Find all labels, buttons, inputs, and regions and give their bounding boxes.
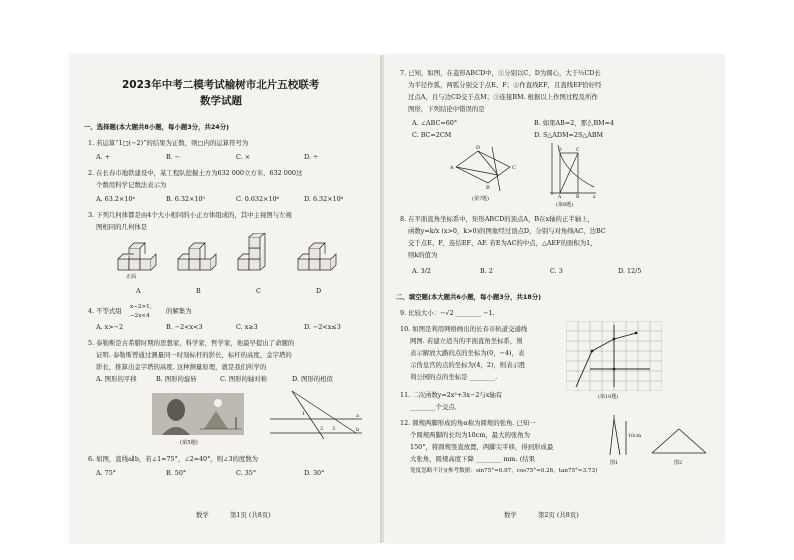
q6-stem: 6. 如图，直线a∥b，若∠1=75°，∠2=40°，则∠3的度数为 [88,455,259,463]
q5-option-a: A. 图形的平移 [96,375,137,383]
q4-option-c: C. x≥3 [236,323,258,331]
q10-stem-4: 示伪皇宫的点的坐标为(4，2)，则表示胜 [410,361,526,369]
page-2-subject: 数学 [504,511,517,519]
q3-stem-2: 图相同的几何体是 [96,223,148,231]
svg-text:D: D [558,148,562,153]
q2-option-c: C. 0.632×10⁶ [236,195,280,203]
q5-option-d: D. 图形的相似 [292,375,333,383]
svg-text:b: b [356,427,360,433]
q3-option-c: C [256,287,261,295]
svg-text:B: B [576,195,580,199]
svg-text:C: C [576,148,580,153]
q9-stem: 9. 比较大小：−√2 ________ −1. [400,309,495,317]
q8-stem-1: 8. 在平面直角坐标系中，矩形ABCD的顶点A，B在x轴的正半轴上， [400,215,594,223]
q4-ineq-2: −2x<4 [130,313,150,319]
q8-option-c: C. 3 [550,267,563,275]
svg-text:2: 2 [320,426,324,432]
q8-figure-caption: (第8题) [556,202,574,208]
svg-text:D: D [476,145,481,151]
q8-option-a: A. 3/2 [412,267,431,275]
q7-figure-caption: (第7题) [472,196,490,202]
q11-stem-1: 11. 二次函数y=2x²+3x−2与x轴有 [400,391,503,399]
q6-option-d: D. 30° [304,469,325,477]
q12-stem-2: 个圆规两脚的长均为10cm，最大的张角为 [410,431,531,439]
q5-stem-1: 5. 泰勒斯是古希腊时期的思想家、科学家，哲学家，他最早提出了命题的 [88,339,295,347]
page-1-subject: 数学 [196,511,209,519]
q8-option-d: D. 12/5 [618,267,642,275]
q2-stem-2: 个数用科学记数法表示为 [96,181,167,189]
q2-option-d: D. 6.32×10⁶ [304,195,344,203]
q3-option-b: B [196,287,201,295]
q12-figure-2-caption: 图2 [674,460,683,466]
q5-option-b: B. 图形的旋转 [156,375,197,383]
q10-stem-5: 利公园的点的坐标是 ________. [410,373,498,381]
svg-text:A: A [450,165,454,171]
q7-option-c: C. BC=2CM [412,131,452,139]
q7-option-d: D. S△ADM=2S△ABM [534,131,604,139]
q12-stem-5: 宽度忽略不计)(参考数据：sin75°≈0.97，cos75°≈0.26，tan75°≈3.73) [410,468,598,474]
q10-stem-3: 表示解放大路的点的坐标为(0，−4)，表 [410,349,525,357]
q12-figure-1-caption: 图1 [610,460,619,466]
q12-length-label: 10cm [628,434,642,439]
q8-stem-2: 函数y=k/x (x>0，k>0)的图象经过顶点D，分别与对角线AC、边BC [408,227,606,235]
q4-stem: 4. 不等式组 [88,307,122,315]
q6-option-b: B. 50° [166,469,187,477]
svg-text:A: A [558,195,562,199]
svg-text:B: B [486,185,490,191]
q4-option-b: B. −2<x<3 [166,323,203,331]
q10-stem-2: 网图. 若建立适当的平面直角坐标系，则 [410,337,523,345]
svg-text:a: a [356,413,359,419]
q1-option-d: D. ÷ [304,153,319,161]
q8-stem-3: 交于点E、F，连结EF、AF. 若E为AC的中点，△AEF的面积为1， [408,239,597,247]
q1-option-b: B. − [166,153,181,161]
q10-metro-grid-map [566,321,662,391]
q6-option-c: C. 35° [236,469,257,477]
q3-stem: 3. 下列几何体都是由4个大小相同的小正方体组成的，其中主视图与左视 [88,211,292,219]
q2-option-b: B. 6.32×10⁵ [166,195,206,203]
q3-option-a: A [136,287,141,295]
q7-option-a: A. ∠ABC=60° [412,119,458,127]
q7-stem-1: 7. 已知，如图，在菱形ABCD中，①分别以C、D为圆心，大于½CD长 [400,69,601,77]
svg-text:1: 1 [302,411,306,417]
q12-compass-figure-2 [648,425,710,459]
q2-stem: 2. 在长春市地铁建设中，某工程队挖掘土方为632 000立方米，632 000这 [88,169,303,177]
q12-stem-1: 12. 圆规两脚形成的角α称为圆规的张角. 已知一 [400,419,536,427]
exam-title: 2023年中考二模考试榆树市北片五校联考 [122,79,320,91]
q7-stem-2: 为半径作弧，两弧分别交于点E、F；②作直线EF，且直线EF恰好经 [408,81,602,89]
q4-option-d: D. −2<x≤3 [304,323,341,331]
page-2-number: 第2页 (共8页) [538,511,579,519]
page-2 [384,55,724,543]
q2-option-a: A. 63.2×10⁴ [96,195,135,203]
q3-front-label: 正面 [126,274,137,280]
q6-parallel-lines-figure [266,385,364,441]
q6-option-a: A. 75° [96,469,117,477]
svg-text:3: 3 [332,426,336,432]
q7-rhombus-figure [448,145,518,199]
q5-stem-2: 证明. 泰勒斯曾通过测量同一时刻标杆的影长，标杆的高度，金字塔的 [96,351,292,359]
q10-stem-1: 10. 如图是利用网格画出的长春市轨道交通线 [400,325,528,333]
q8-stem-4: 则k的值为 [408,251,438,259]
section-heading-1: 一、选择题(本大题共8小题，每小题3分，共24分) [84,123,230,131]
q7-stem-4: 图形，下列结论中错误的是 [408,105,485,113]
q12-stem-3: 150°，将圆规竖直放置，两脚尖平移，得到形成最 [410,443,554,451]
q5-stem-3: 影长，推算出金字塔的高度. 这种测量原理，就是我们所学的 [96,363,267,371]
q5-figure-caption: (第5题) [180,440,198,446]
q5-thales-photo [152,393,244,435]
q3-cube-figures [110,233,360,285]
page-1 [70,55,380,543]
svg-text:C: C [512,165,516,171]
q3-option-d: D [316,287,322,295]
page-1-number: 第1页 (共8页) [230,511,271,519]
q11-stem-2: ________个交点. [410,403,457,411]
q7-stem-3: 过点A，且与边CD交于点M；③连接BM. 根据以上作图过程及所作 [408,93,598,101]
q4-option-a: A. x>−2 [96,323,124,331]
q4-stem-end: 的解集为 [166,307,192,315]
q1-option-a: A. + [96,153,111,161]
q1-stem: 1. 若运算“1□(−2)”的结果为正数，则□内的运算符号为 [88,139,249,147]
q10-figure-caption: (第10题) [598,394,619,400]
q8-graph-figure [546,141,598,199]
svg-text:x: x [593,195,596,199]
q12-stem-4: 大张角，圆规高度下降 ________ mm. (结果 [410,455,535,463]
exam-subtitle: 数学试题 [200,95,242,107]
q1-option-c: C. × [236,153,251,161]
q5-option-c: C. 图形的轴对称 [220,375,268,383]
q7-option-b: B. 如果AB=2，那么BM=4 [534,119,615,127]
q4-ineq-1: x−2>1, [130,304,152,310]
q8-option-b: B. 2 [480,267,493,275]
section-heading-2: 二、填空题(本大题共6小题，每小题3分，共18分) [396,293,542,301]
